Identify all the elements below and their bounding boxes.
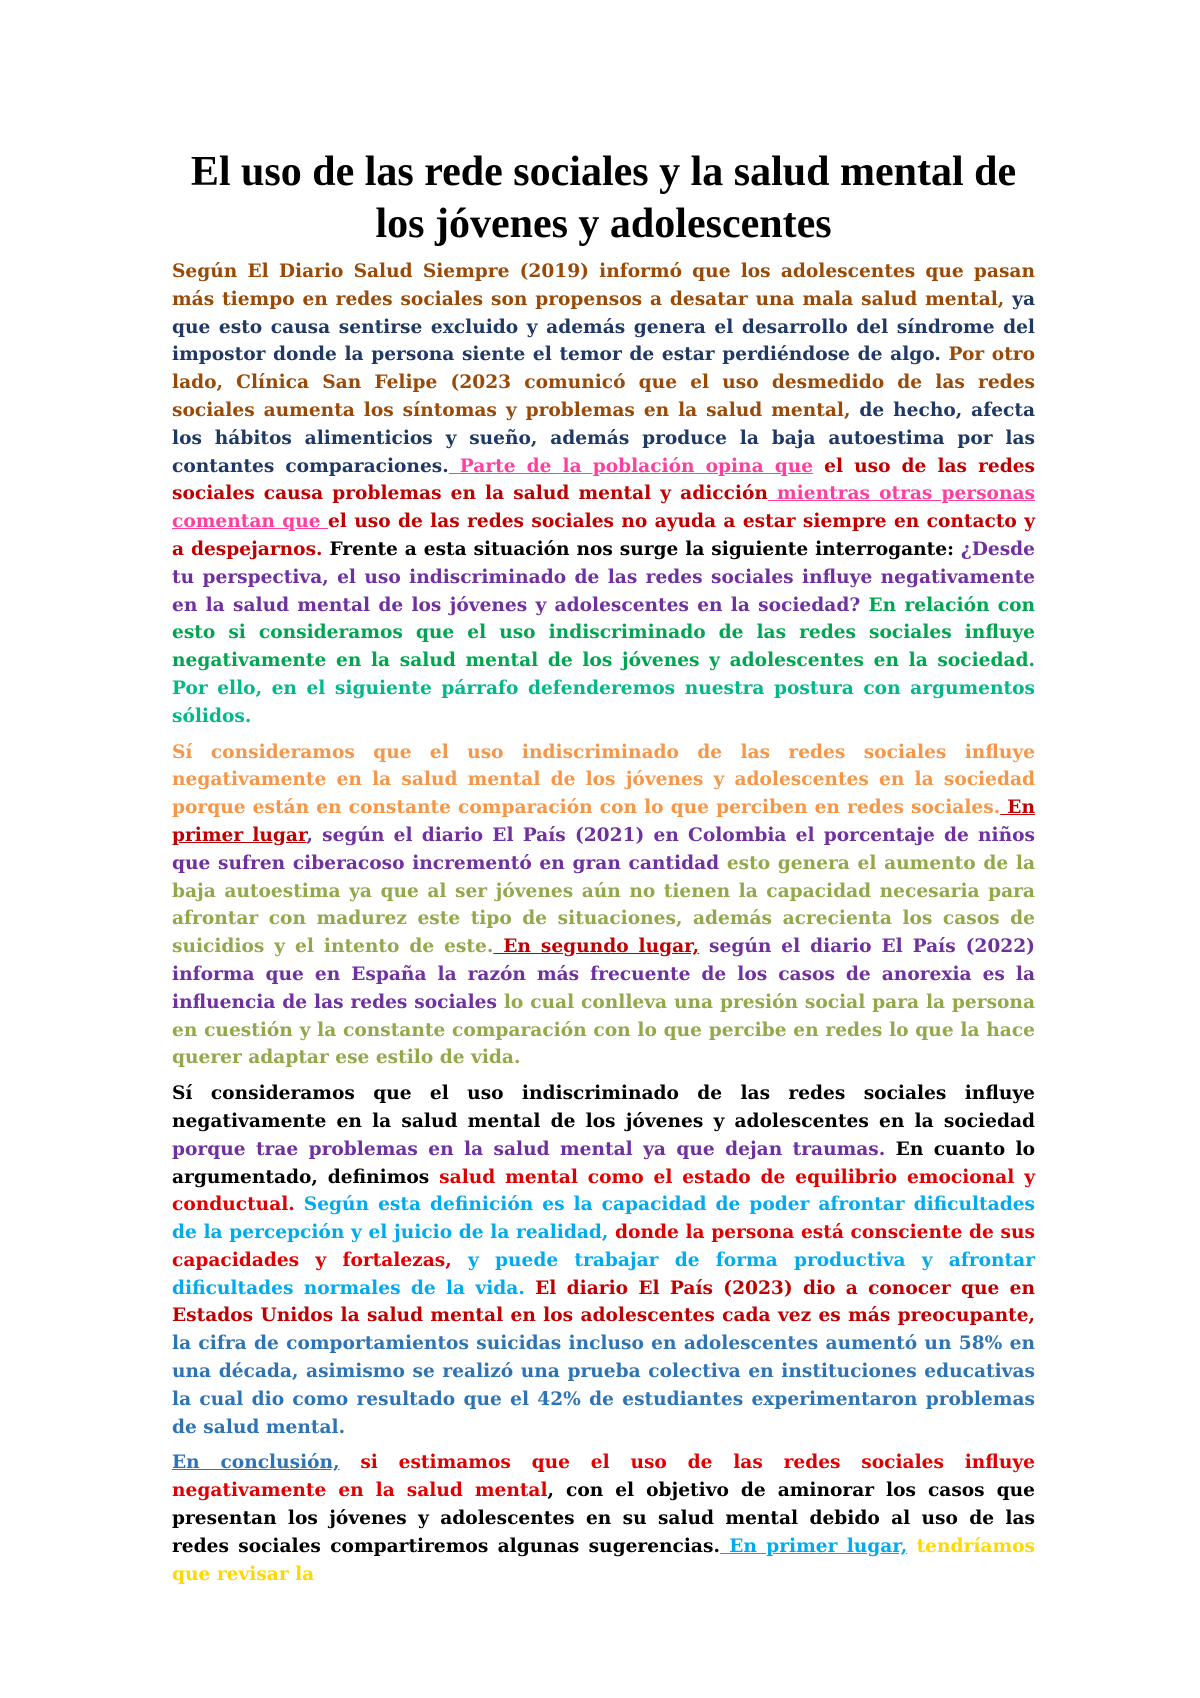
text-segment: porque trae problemas en la salud mental ya que dejan traumas.: [172, 1138, 886, 1160]
text-segment: Por otro lado, Clínica San Felipe (2023 comunicó que el uso desmedido de las redes sociales aumenta los síntomas y problemas en la salud mental,: [172, 344, 1035, 421]
underlined-text-segment: En segundo lugar,: [493, 936, 700, 958]
text-segment: En relación con esto si consideramos que el uso indiscriminado de las redes sociales influye negativamente en la salud mental de los jóvenes y adolescentes en la sociedad.: [172, 594, 1035, 672]
text-segment: tendríamos que revisar la: [172, 1535, 1035, 1585]
text-segment: según el diario El País (2022) informa que en España la razón más frecuente de los casos de anorexia es la influencia de las redes sociales: [172, 936, 1035, 1013]
text-segment: y puede trabajar de forma productiva y afrontar dificultades normales de la vida.: [172, 1249, 1035, 1299]
text-segment: Por ello, en el siguiente párrafo defenderemos nuestra postura con argumentos sólidos.: [172, 677, 1035, 727]
text-segment: , con el objetivo de aminorar los casos que presentan los jóvenes y adolescentes en su salud mental debido al uso de las redes sociales compartiremos algunas sugerencias.: [172, 1480, 1035, 1557]
text-segment: Sí consideramos que el uso indiscriminado de las redes sociales influye negativamente en la salud mental de los jóvenes y adolescentes en la sociedad porque están en constante comparación con lo que perciben en redes sociales.: [172, 741, 1035, 819]
underlined-text-segment: En primer lugar,: [719, 1535, 908, 1557]
text-segment: salud mental como el estado de equilibrio emocional y conductual.: [172, 1166, 1035, 1216]
text-segment: El diario El País (2023) dio a conocer que en Estados Unidos la salud mental en los adolescentes cada vez es más preocupante,: [172, 1277, 1035, 1327]
text-segment: lo cual conlleva una presión social para la persona en cuestión y la constante comparación con lo que percibe en redes lo que la hace querer adaptar ese estilo de vida.: [172, 991, 1035, 1069]
text-segment: Sí consideramos que el uso indiscriminado de las redes sociales influye negativamente en la salud mental de los jóvenes y adolescentes en la sociedad: [172, 1083, 1035, 1132]
text-segment: de hecho, afecta los hábitos alimenticios y sueño, además produce la baja autoestima por las contantes comparaciones.: [172, 399, 1035, 477]
text-segment: la cifra de comportamientos suicidas incluso en adolescentes aumentó un 58% en una década, asimismo se realizó una prueba colectiva en instituciones educativas la cual dio como resultado que el 42% de estudiantes experimentaron problemas de salud mental.: [172, 1333, 1035, 1438]
underlined-text-segment: En primer lugar: [172, 797, 1035, 846]
underlined-text-segment: En conclusión,: [172, 1452, 340, 1474]
text-segment: Según El Diario Salud Siempre (2019) informó que los adolescentes que pasan más tiempo en redes sociales son propensos a desatar una mala salud mental,: [172, 261, 1035, 310]
text-segment: , según el diario El País (2021) en Colombia el porcentaje de niños que sufren ciberacoso incrementó en gran cantidad: [172, 824, 1035, 874]
paragraph-1: [172, 258, 1035, 731]
text-segment: el uso de las redes sociales causa problemas en la salud mental y adicción: [172, 455, 1036, 505]
text-segment: ya que esto causa sentirse excluido y además genera el desarrollo del síndrome del impostor donde la persona siente el temor de estar perdiéndose de algo.: [172, 288, 1036, 366]
text-segment: En cuanto lo argumentado, definimos: [172, 1138, 1035, 1188]
text-segment: Según esta definición es la capacidad de poder afrontar dificultades de la percepción y el juicio de la realidad,: [172, 1194, 1035, 1244]
underlined-text-segment: Parte de la población opina que: [448, 455, 814, 477]
paragraph-4: [172, 1449, 1035, 1588]
text-segment: si estimamos que el uso de las redes sociales influye negativamente en la salud mental: [172, 1452, 1035, 1502]
text-segment: el uso de las redes sociales no ayuda a estar siempre en contacto y a despejarnos.: [172, 511, 1035, 560]
text-segment: esto genera el aumento de la baja autoestima ya que al ser jóvenes aún no tienen la capacidad necesaria para afrontar con madurez este tipo de situaciones, además acrecienta los casos de suicidios y el intento de este.: [172, 852, 1035, 958]
paragraph-2: [172, 739, 1035, 1073]
document-body: [172, 258, 1035, 1588]
text-segment: ¿Desde tu perspectiva, el uso indiscriminado de las redes sociales influye negativamente en la salud mental de los jóvenes y adolescentes en la sociedad?: [172, 538, 1036, 616]
underlined-text-segment: mientras otras personas comentan que: [172, 483, 1035, 533]
document-title: El uso de las rede sociales y la salud mental de los jóvenes y adolescentes: [190, 149, 1017, 247]
text-segment: Frente a esta situación nos surge la siguiente interrogante:: [322, 538, 954, 560]
paragraph-3: [172, 1080, 1035, 1441]
text-segment: donde la persona está consciente de sus capacidades y fortalezas,: [172, 1222, 1036, 1271]
